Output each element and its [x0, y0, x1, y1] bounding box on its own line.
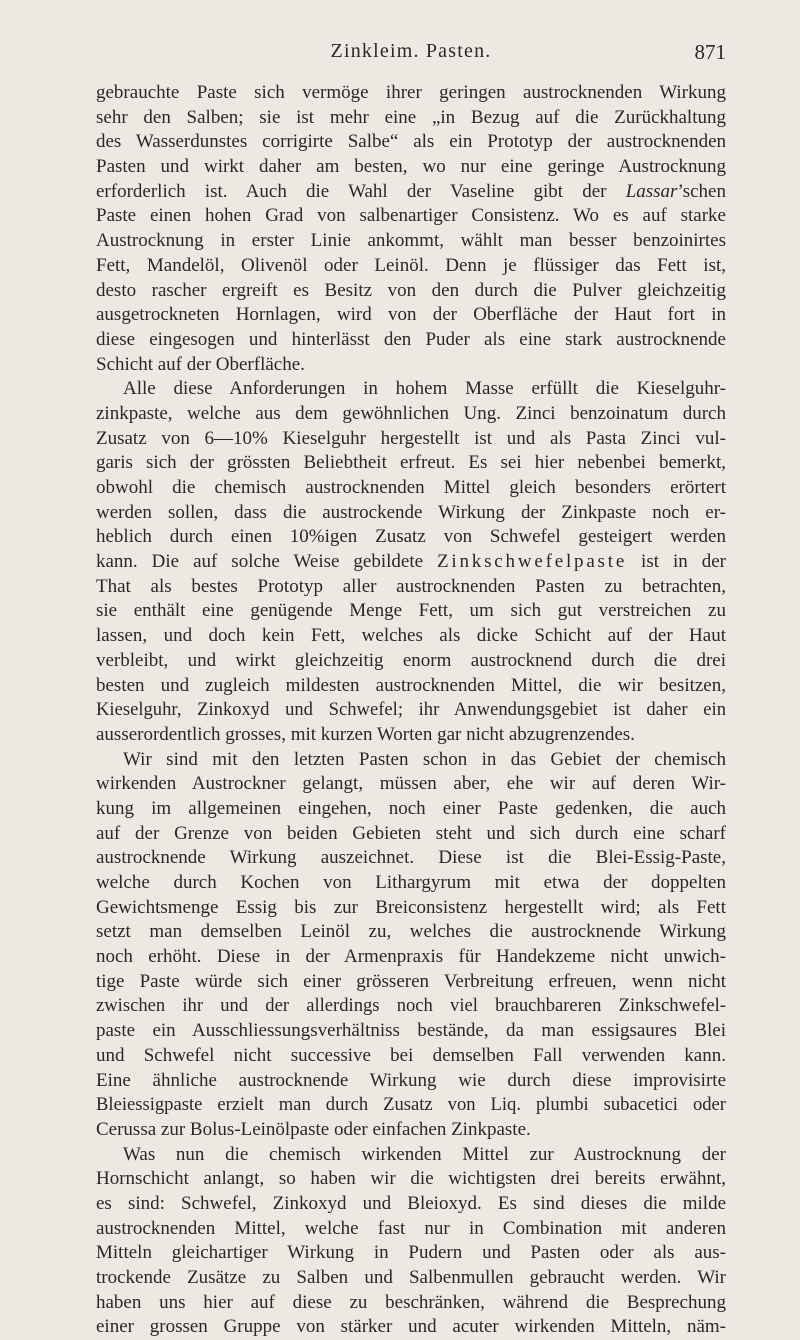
text-line: lassen, und doch kein Fett, welches als dicke Schicht auf der Haut [96, 625, 726, 647]
text-line: desto rascher ergreift es Besitz von den durch die Pulver gleichzeitig [96, 279, 726, 301]
text-line: garis sich der grössten Beliebtheit erfreut. Es sei hier nebenbei bemerkt, [96, 452, 726, 474]
text-line: Hornschicht anlangt, so haben wir die wichtigsten drei bereits erwähnt, [96, 1168, 726, 1190]
text-line: sehr den Salben; sie ist mehr eine „in Bezug auf die Zurückhaltung [96, 106, 726, 128]
text-line: Wir sind mit den letzten Pasten schon in das Gebiet der chemisch [123, 748, 726, 770]
text-line: Mitteln gleichartiger Wirkung in Pudern und Pasten oder als aus- [96, 1242, 726, 1264]
text-line: Austrocknung in erster Linie ankommt, wählt man besser benzoinirtes [96, 230, 726, 252]
text-line: einer grossen Gruppe von stärker und acuter wirkenden Mitteln, näm- [96, 1316, 726, 1338]
text-line: verbleibt, und wirkt gleichzeitig enorm austrocknend durch die drei [96, 649, 726, 671]
text-line: und Schwefel nicht successive bei demselben Fall verwenden kann. [96, 1044, 726, 1066]
text-line: welche durch Kochen von Lithargyrum mit etwa der doppelten [96, 872, 726, 893]
text-line: trockende Zusätze zu Salben und Salbenmullen gebraucht werden. Wir [96, 1267, 726, 1288]
text-line: Fett, Mandelöl, Olivenöl oder Leinöl. Denn je flüssiger das Fett ist, [96, 254, 726, 276]
running-head [96, 40, 726, 68]
text-line: des Wasserdunstes corrigirte Salbe“ als ein Prototyp der austrocknenden [96, 131, 726, 153]
text-line: austrocknende Wirkung auszeichnet. Diese ist die Blei-Essig-Paste, [96, 847, 726, 869]
text-line: kung im allgemeinen eingehen, noch einer Paste gedenken, die auch [96, 797, 726, 819]
text-line: Schicht auf der Oberfläche. [96, 353, 305, 375]
text-line: es sind: Schwefel, Zinkoxyd und Bleioxyd. Es sind dieses die milde [96, 1192, 726, 1214]
text-line: Kieselguhr, Zinkoxyd und Schwefel; ihr Anwendungsgebiet ist daher ein [96, 699, 726, 721]
running-title: Zinkleim. Pasten. [330, 40, 492, 62]
text-line: setzt man demselben Leinöl zu, welches die austrocknende Wirkung [96, 921, 726, 943]
text-line: obwohl die chemisch austrocknenden Mittel gleich besonders erörtert [96, 477, 726, 498]
text-line: Cerussa zur Bolus-Leinölpaste oder einfachen Zinkpaste. [96, 1118, 531, 1140]
text-line: tige Paste würde sich einer grösseren Verbreitung erfreuen, wenn nicht [96, 970, 726, 992]
page-number: 871 [694, 40, 726, 64]
text-line: ausserordentlich grosses, mit kurzen Worten gar nicht abzugrenzendes. [96, 723, 635, 745]
text-line: paste ein Ausschliessungsverhältniss bestände, da man essigsaures Blei [96, 1020, 726, 1042]
text-line: Pasten und wirkt daher am besten, wo nur eine geringe Austrocknung [96, 156, 726, 178]
text-line: Bleiessigpaste erzielt man durch Zusatz von Liq. plumbi subacetici oder [96, 1094, 726, 1116]
text-line: haben uns hier auf diese zu beschränken, während die Besprechung [96, 1291, 726, 1313]
body-text [96, 81, 726, 1340]
text-line: Paste einen hohen Grad von salbenartiger Consistenz. Wo es auf starke [96, 205, 726, 227]
text-line: kann. Die auf solche Weise gebildete Zinkschwefelpaste ist in der [96, 551, 726, 573]
text-line: besten und zugleich mildesten austrocknenden Mittel, die wir besitzen, [96, 674, 726, 696]
text-line: diese eingesogen und hinterlässt den Puder als eine stark austrocknende [96, 328, 726, 350]
text-line: zwischen ihr und der allerdings noch viel brauchbareren Zinkschwefel- [96, 995, 726, 1017]
text-line: ausgetrockneten Hornlagen, wird von der Oberfläche der Haut fort in [96, 304, 726, 326]
text-line: Was nun die chemisch wirkenden Mittel zur Austrocknung der [123, 1143, 726, 1165]
text-line: Zusatz von 6—10% Kieselguhr hergestellt ist und als Pasta Zinci vul- [96, 427, 726, 449]
text-line: Gewichtsmenge Essig bis zur Breiconsistenz hergestellt wird; als Fett [96, 896, 726, 918]
text-line: gebrauchte Paste sich vermöge ihrer geringen austrocknenden Wirkung [96, 82, 726, 103]
text-line: zinkpaste, welche aus dem gewöhnlichen Ung. Zinci benzoinatum durch [96, 402, 726, 424]
text-line: wirkenden Austrockner gelangt, müssen aber, ehe wir auf deren Wir- [96, 773, 726, 795]
text-line: That als bestes Prototyp aller austrocknenden Pasten zu betrachten, [96, 575, 726, 597]
text-line: erforderlich ist. Auch die Wahl der Vaseline gibt der Lassar’schen [96, 180, 726, 202]
text-line: Alle diese Anforderungen in hohem Masse erfüllt die Kieselguhr- [123, 378, 726, 400]
text-line: heblich durch einen 10%igen Zusatz von Schwefel gesteigert werden [96, 526, 726, 548]
text-line: sie enthält eine genügende Menge Fett, um sich gut verstreichen zu [96, 600, 726, 622]
author-name-italic: Lassar [625, 180, 678, 202]
text-line: auf der Grenze von beiden Gebieten steht und sich durch eine scharf [96, 822, 726, 844]
text-line: noch erhöht. Diese in der Armenpraxis für Handekzeme nicht unwich- [96, 946, 726, 968]
spaced-term: Zinkschwefelpaste [437, 551, 628, 573]
text-line: Eine ähnliche austrocknende Wirkung wie durch diese improvisirte [96, 1069, 726, 1091]
text-line: werden sollen, dass die austrockende Wirkung der Zinkpaste noch er- [96, 501, 726, 523]
text-line: austrocknenden Mittel, welche fast nur in Combination mit anderen [96, 1217, 726, 1239]
